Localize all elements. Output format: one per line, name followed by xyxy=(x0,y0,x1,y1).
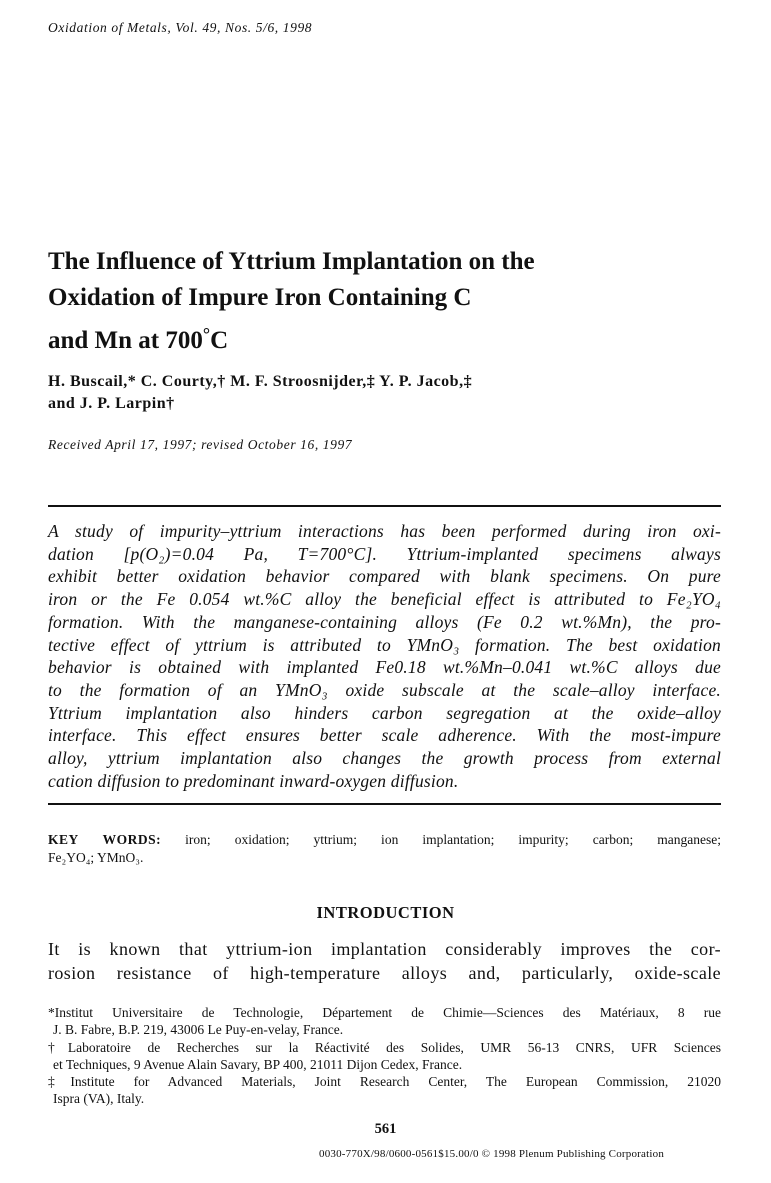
abstract-line: to the formation of an YMnO₃ oxide subscale at the scale–alloy interface. xyxy=(48,679,721,700)
footnote xyxy=(48,1073,721,1108)
footnote-line: ‡Institute for Advanced Materials, Joint Research Center, The European Commission, 21020 xyxy=(48,1074,721,1090)
intro-line: It is known that yttrium-ion implantation considerably improves the cor- xyxy=(48,939,721,959)
abstract-line: dation [p(O₂)=0.04 Pa, T=700°C]. Yttrium-implanted specimens always xyxy=(48,543,721,564)
article-title xyxy=(48,244,708,359)
abstract-line: iron or the Fe 0.054 wt.%C alloy the beneficial effect is attributed to Fe₂YO₄ xyxy=(48,589,721,610)
abstract-line: cation diffusion to predominant inward-oxygen diffusion. xyxy=(48,770,459,791)
footnote xyxy=(48,1004,721,1039)
keywords-line-1 xyxy=(48,831,721,849)
abstract-bottom-rule xyxy=(48,803,721,805)
abstract xyxy=(48,520,721,792)
page-number: 561 xyxy=(374,1121,397,1137)
journal-header: Oxidation of Metals, Vol. 49, Nos. 5/6, 1998 xyxy=(48,20,313,35)
footnote-line: et Techniques, 9 Avenue Alain Savary, BP 400, 21011 Dijon Cedex, France. xyxy=(53,1056,463,1072)
footnote-line: †Laboratoire de Recherches sur la Réactivité des Solides, UMR 56-13 CNRS, UFR Sciences xyxy=(48,1039,721,1055)
abstract-line: A study of impurity–yttrium interactions has been performed during iron oxi- xyxy=(48,521,721,541)
abstract-line: alloy, yttrium implantation also changes the growth process from external xyxy=(48,748,721,769)
title-line-3-unit: C xyxy=(210,327,229,354)
received-dates: Received April 17, 1997; revised October 16, 1997 xyxy=(48,437,353,452)
intro-paragraph xyxy=(48,937,721,985)
degree-symbol: ° xyxy=(202,324,211,344)
intro-line: rosion resistance of high-temperature alloys and, particularly, oxide-scale xyxy=(48,963,721,983)
copyright-line: 0030-770X/98/0600-0561$15.00/0 © 1998 Plenum Publishing Corporation xyxy=(319,1148,665,1160)
author-list xyxy=(48,371,708,415)
abstract-line: interface. This effect ensures better scale adherence. With the most-impure xyxy=(48,725,721,746)
abstract-line: behavior is obtained with implanted Fe0.18 wt.%Mn–0.041 wt.%C alloys due xyxy=(48,657,721,678)
title-line-3 xyxy=(48,324,229,354)
keywords-list: iron; oxidation; yttrium; ion implantation; impurity; carbon; manganese; xyxy=(161,832,721,847)
title-line-3-text: and Mn at 700 xyxy=(48,327,203,354)
footnote-line: J. B. Fabre, B.P. 219, 43006 Le Puy-en-velay, France. xyxy=(53,1022,344,1038)
keywords-line-2: Fe₂YO₄; YMnO₃. xyxy=(48,850,144,865)
title-line-2: Oxidation of Impure Iron Containing C xyxy=(48,284,472,311)
section-heading: INTRODUCTION xyxy=(316,903,455,922)
abstract-line: formation. With the manganese-containing alloys (Fe 0.2 wt.%Mn), the pro- xyxy=(48,611,721,632)
abstract-line: tective effect of yttrium is attributed to YMnO₃ formation. The best oxidation xyxy=(48,634,721,655)
authors-line-1: H. Buscail,* C. Courty,† M. F. Stroosnijder,‡ Y. P. Jacob,‡ xyxy=(48,373,473,390)
keywords-label: KEY WORDS: xyxy=(48,832,162,847)
abstract-line: exhibit better oxidation behavior compared with blank specimens. On pure xyxy=(48,566,721,587)
title-line-1: The Influence of Yttrium Implantation on the xyxy=(48,248,535,275)
footnote-line: Ispra (VA), Italy. xyxy=(53,1091,145,1107)
footnote xyxy=(48,1039,721,1074)
affiliation-footnotes xyxy=(48,1004,721,1108)
abstract-line: Yttrium implantation also hinders carbon segregation at the oxide–alloy xyxy=(48,702,721,723)
authors-line-2: and J. P. Larpin† xyxy=(48,395,175,412)
footnote-line: *Institut Universitaire de Technologie, Département de Chimie—Sciences des Matériaux, 8 rue xyxy=(48,1005,721,1020)
abstract-top-rule xyxy=(48,505,721,507)
keywords xyxy=(48,831,721,867)
